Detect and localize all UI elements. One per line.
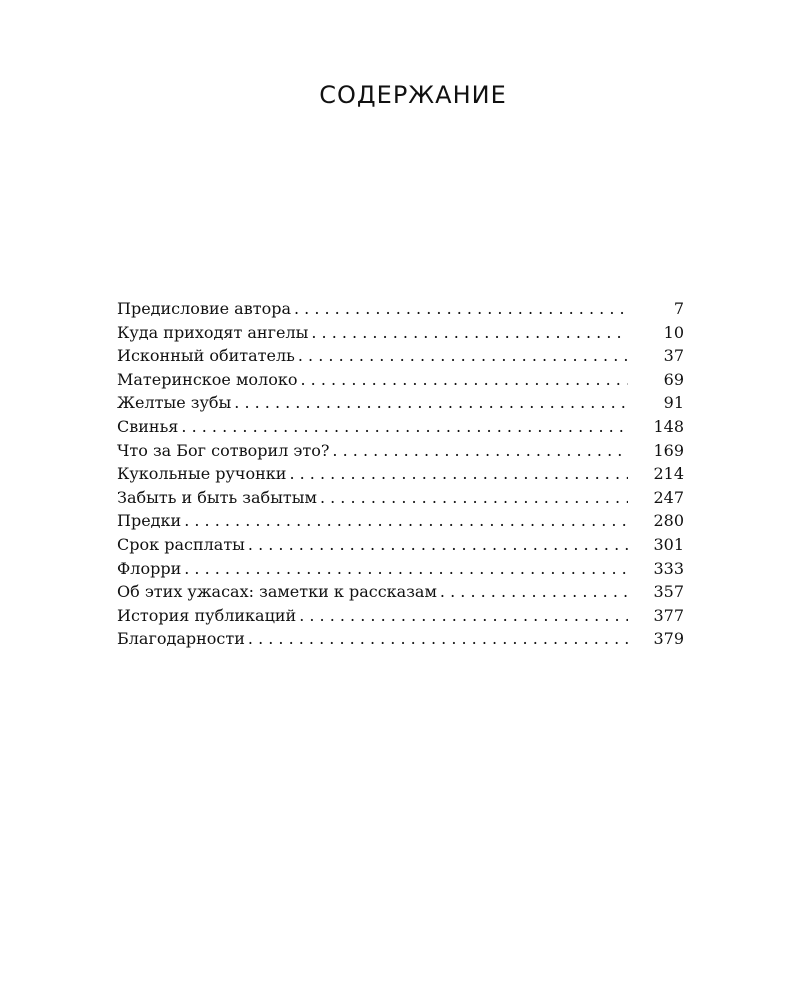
toc-entry[interactable] [117,321,684,345]
toc-entry[interactable] [117,557,684,581]
toc-entry-title: История публикаций [117,605,297,625]
toc-entry-title: Срок расплаты [117,534,245,554]
toc-entry-title: Исконный обитатель [117,346,295,366]
dot-leader [184,557,628,581]
table-of-contents [117,297,684,651]
dot-leader [300,368,628,392]
toc-entry[interactable] [117,368,684,392]
dot-leader [289,462,628,486]
toc-entry-page: 333 [653,558,684,578]
toc-entry-page: 280 [653,511,684,531]
toc-entry-title: Кукольные ручонки [117,464,287,484]
toc-entry[interactable] [117,627,684,651]
toc-entry[interactable] [117,439,684,463]
toc-entry-page: 69 [663,369,684,389]
toc-entry-title: Желтые зубы [117,393,232,413]
toc-entry-title: Флорри [117,558,182,578]
toc-entry[interactable] [117,344,684,368]
toc-entry-page: 377 [653,605,684,625]
toc-entry-page: 91 [663,393,684,413]
toc-entry[interactable] [117,415,684,439]
toc-entry-title: Предисловие автора [117,299,291,318]
dot-leader [332,439,628,463]
toc-entry-title: Свинья [117,416,179,436]
toc-entry-page: 37 [663,346,684,366]
toc-entry-page: 214 [653,464,684,484]
dot-leader [181,415,628,439]
dot-leader [311,321,628,345]
toc-entry[interactable] [117,297,684,321]
toc-entry-title: Об этих ужасах: заметки к рассказам [117,582,437,602]
dot-leader [248,627,628,651]
dot-leader [440,580,628,604]
toc-entry-page: 357 [653,582,684,602]
page-title: СОДЕРЖАНИЕ [319,81,507,109]
toc-entry-page: 379 [653,629,684,649]
toc-entry[interactable] [117,580,684,604]
toc-entry-page: 301 [653,534,684,554]
dot-leader [294,297,628,321]
toc-entry[interactable] [117,462,684,486]
toc-entry-page: 10 [663,322,684,342]
dot-leader [184,509,628,533]
toc-entry-title: Материнское молоко [117,369,298,389]
toc-entry[interactable] [117,533,684,557]
toc-entry-title: Забыть и быть забытым [117,487,317,507]
toc-entry-page: 169 [653,440,684,460]
toc-entry[interactable] [117,509,684,533]
dot-leader [248,533,628,557]
dot-leader [320,486,628,510]
toc-entry[interactable] [117,391,684,415]
toc-entry-title: Благодарности [117,629,245,649]
toc-entry[interactable] [117,604,684,628]
toc-entry-title: Предки [117,511,182,531]
toc-entry-page: 7 [673,299,684,318]
toc-entry-title: Что за Бог сотворил это? [117,440,330,460]
toc-entry-page: 247 [653,487,684,507]
toc-entry[interactable] [117,486,684,510]
dot-leader [234,391,628,415]
toc-entry-page: 148 [653,416,684,436]
toc-entry-title: Куда приходят ангелы [117,322,309,342]
dot-leader [299,604,628,628]
dot-leader [298,344,628,368]
